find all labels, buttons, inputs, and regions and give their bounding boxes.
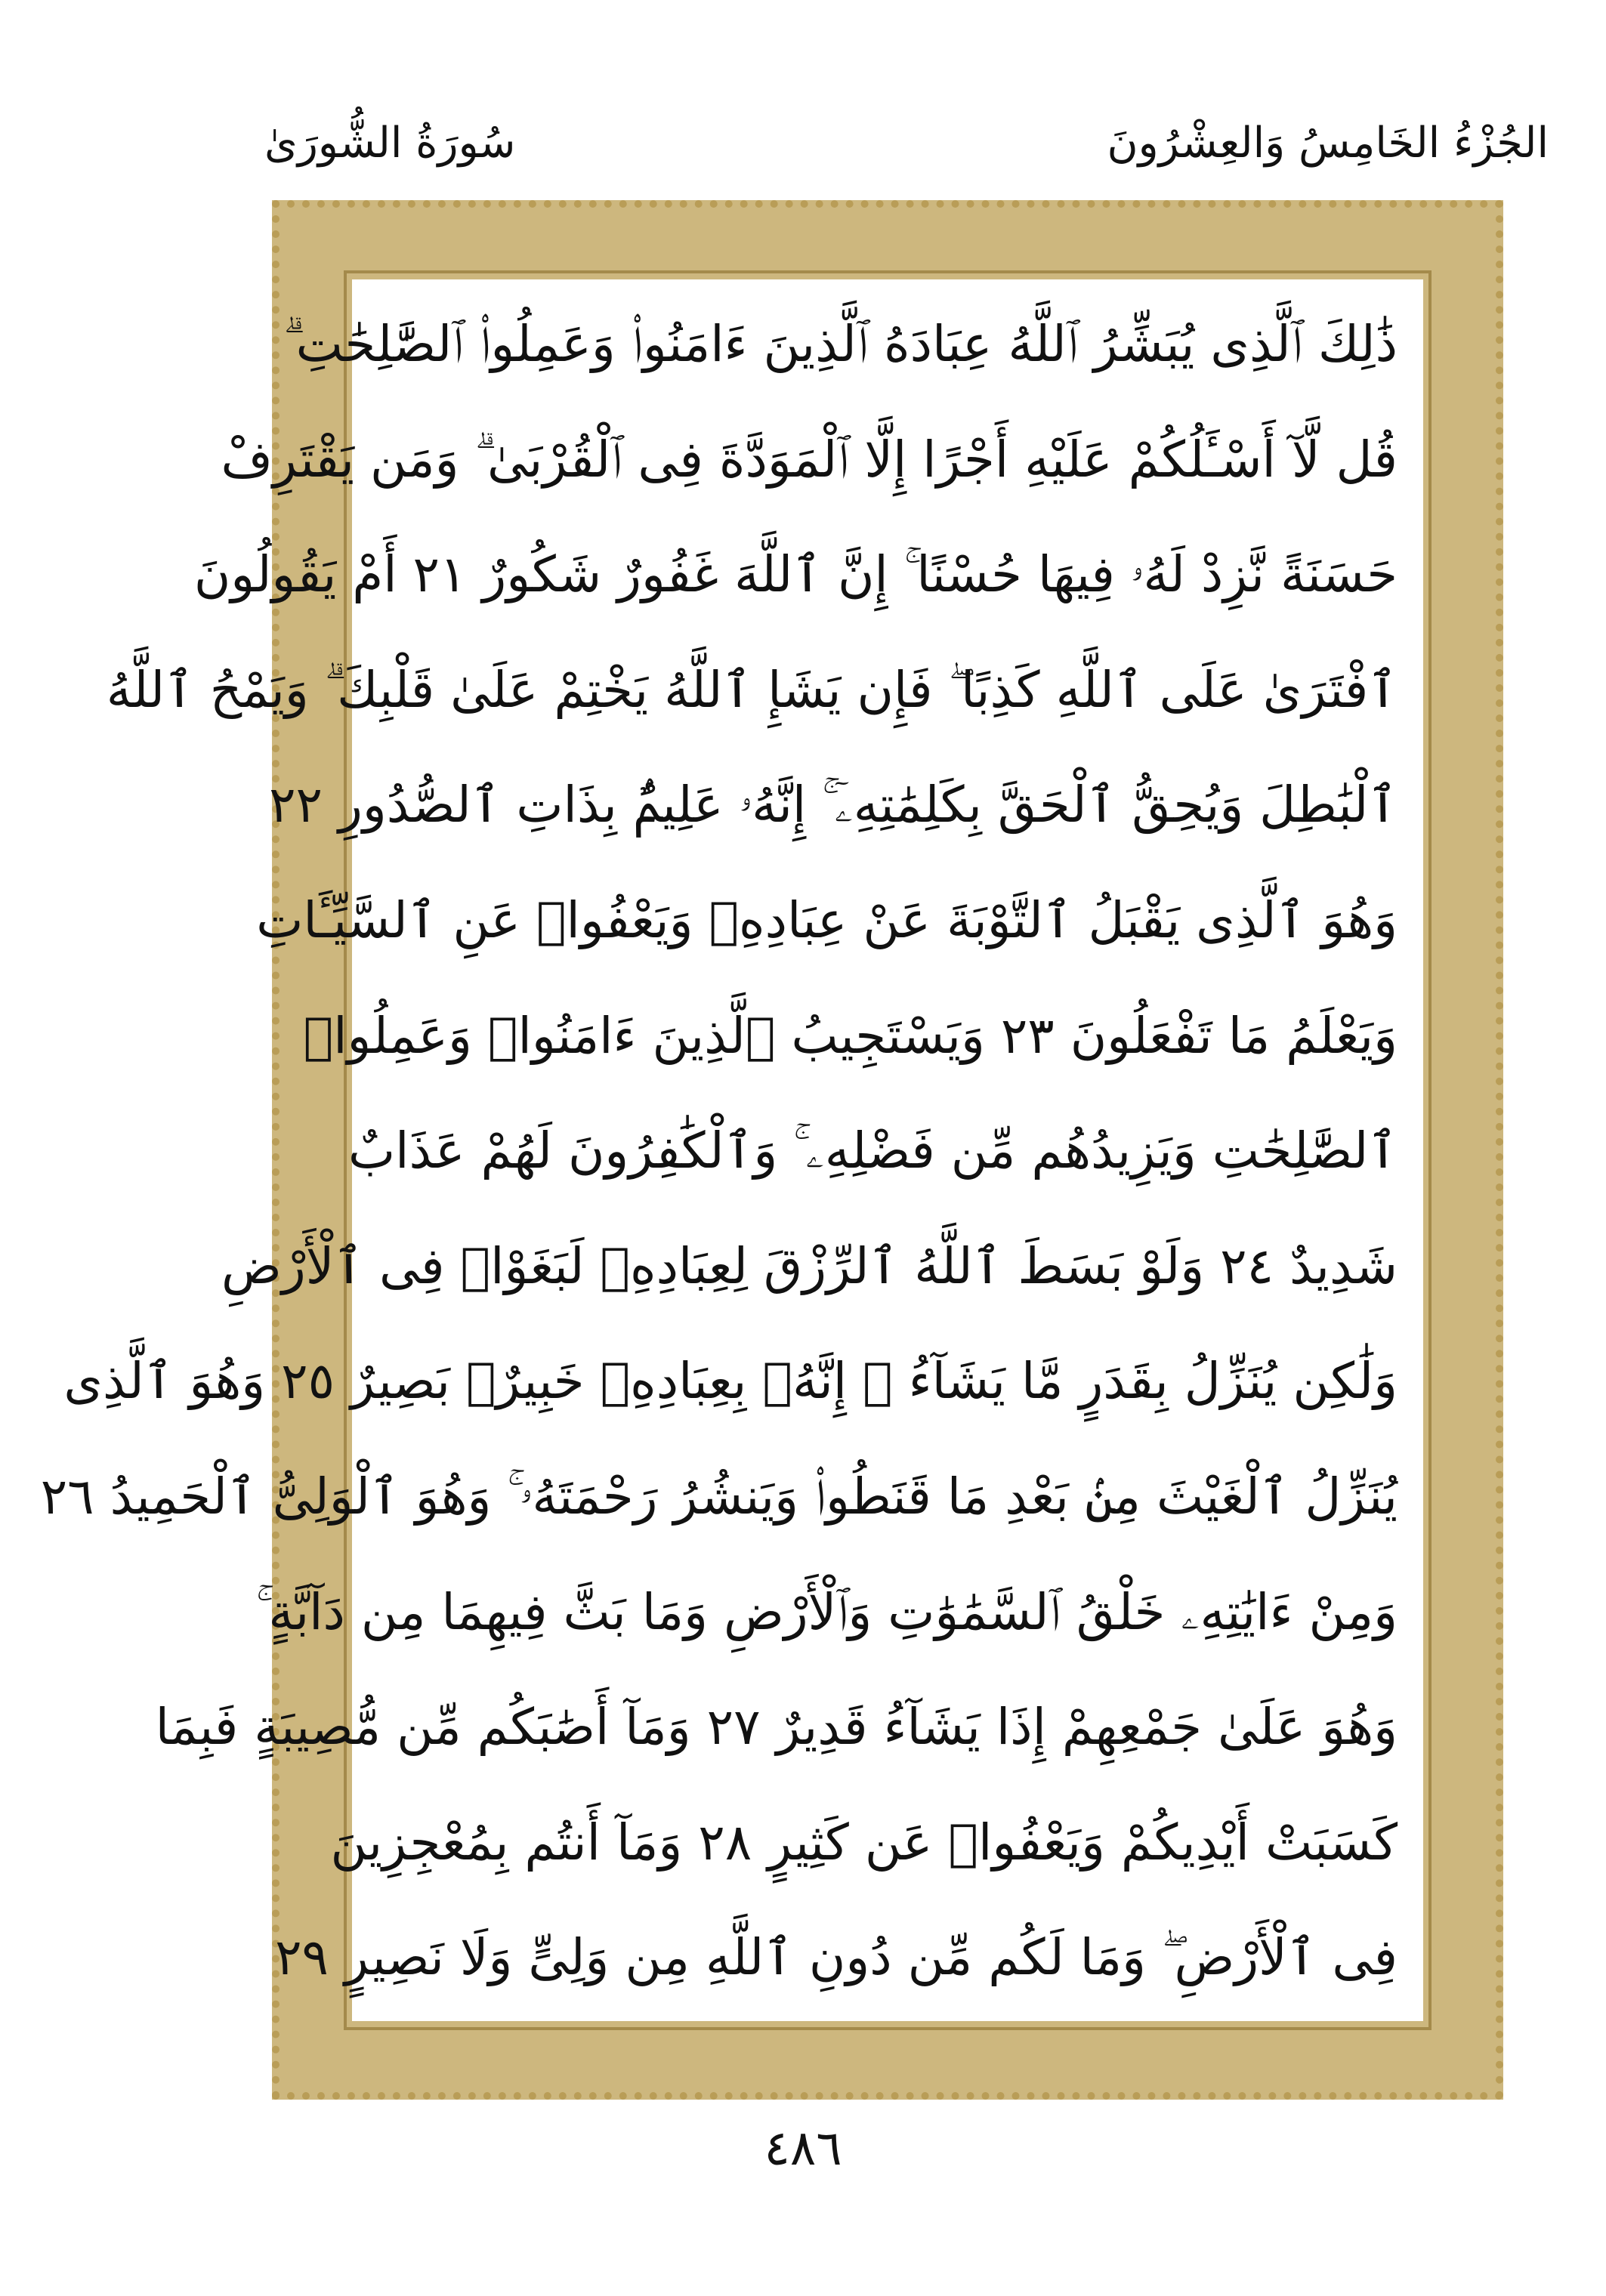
- text-line: وَيَعْلَمُ مَا تَفْعَلُونَ ٢٣ وَيَسْتَجِيبُ ٱلَّذِينَ ءَامَنُوا۟ وَعَمِلُوا۟: [303, 1006, 1398, 1065]
- text-line: قُل لَّآ أَسْـَٔلُكُمْ عَلَيْهِ أَجْرًا إِلَّا ٱلْمَوَدَّةَ فِى ٱلْقُرْبَىٰ ۗ وَمَن يَقْتَرِفْ: [221, 430, 1398, 489]
- text-line: وَهُوَ ٱلَّذِى يَقْبَلُ ٱلتَّوْبَةَ عَنْ عِبَادِهِۦ وَيَعْفُوا۟ عَنِ ٱلسَّيِّـَٔاتِ: [256, 890, 1398, 949]
- text-line: حَسَنَةً نَّزِدْ لَهُۥ فِيهَا حُسْنًا ۚ إِنَّ ٱللَّهَ غَفُورٌ شَكُورٌ ٢١ أَمْ يَقُولُونَ: [193, 545, 1398, 604]
- text-line: وَمِنْ ءَايَٰتِهِۦ خَلْقُ ٱلسَّمَٰوَٰتِ وَٱلْأَرْضِ وَمَا بَثَّ فِيهِمَا مِن دَآبَّةٍ ۚ: [255, 1582, 1398, 1641]
- juz-title: الجُزْءُ الخَامِسُ وَالعِشْرُونَ: [1107, 119, 1549, 168]
- text-line: ذَٰلِكَ ٱلَّذِى يُبَشِّرُ ٱللَّهُ عِبَادَهُ ٱلَّذِينَ ءَامَنُوا۟ وَعَمِلُوا۟ ٱلصَّٰلِحَٰتِ ۗ: [283, 315, 1398, 373]
- text-line: كَسَبَتْ أَيْدِيكُمْ وَيَعْفُوا۟ عَن كَثِيرٍ ٢٨ وَمَآ أَنتُم بِمُعْجِزِينَ: [330, 1813, 1398, 1872]
- text-line: فِى ٱلْأَرْضِ ۖ وَمَا لَكُم مِّن دُونِ ٱللَّهِ مِن وَلِىٍّ وَلَا نَصِيرٍ ٢٩: [275, 1928, 1398, 1987]
- quran-text-block: [40, 287, 1398, 2017]
- page-header: [264, 113, 1549, 174]
- text-line: وَلَٰكِن يُنَزِّلُ بِقَدَرٍ مَّا يَشَآءُ ۚ إِنَّهُۥ بِعِبَادِهِۦ خَبِيرٌۢ بَصِيرٌ ٢٥ وَهُوَ ٱلَّذِى: [63, 1352, 1398, 1411]
- text-line: وَهُوَ عَلَىٰ جَمْعِهِمْ إِذَا يَشَآءُ قَدِيرٌ ٢٧ وَمَآ أَصَٰبَكُم مِّن مُّصِيبَةٍ فَبِمَا: [155, 1698, 1398, 1757]
- page-number: ٤٨٦: [764, 2121, 842, 2177]
- text-line: ٱلصَّٰلِحَٰتِ وَيَزِيدُهُم مِّن فَضْلِهِۦ ۚ وَٱلْكَٰفِرُونَ لَهُمْ عَذَابٌ: [348, 1122, 1398, 1180]
- text-line: يُنَزِّلُ ٱلْغَيْثَ مِنۢ بَعْدِ مَا قَنَطُوا۟ وَيَنشُرُ رَحْمَتَهُۥ ۚ وَهُوَ ٱلْوَلِىُّ ٱلْحَمِيدُ ٢٦: [40, 1467, 1398, 1526]
- text-line: ٱفْتَرَىٰ عَلَى ٱللَّهِ كَذِبًا ۖ فَإِن يَشَإِ ٱللَّهُ يَخْتِمْ عَلَىٰ قَلْبِكَ ۗ وَيَمْحُ ٱللَّهُ: [106, 660, 1398, 719]
- text-line: شَدِيدٌ ٢٤ وَلَوْ بَسَطَ ٱللَّهُ ٱلرِّزْقَ لِعِبَادِهِۦ لَبَغَوْا۟ فِى ٱلْأَرْضِ: [221, 1236, 1398, 1295]
- text-line: ٱلْبَٰطِلَ وَيُحِقُّ ٱلْحَقَّ بِكَلِمَٰتِهِۦٓ ۚ إِنَّهُۥ عَلِيمٌۢ بِذَاتِ ٱلصُّدُورِ ٢٢: [269, 776, 1398, 835]
- surah-title: سُورَةُ الشُّورَىٰ: [264, 119, 516, 168]
